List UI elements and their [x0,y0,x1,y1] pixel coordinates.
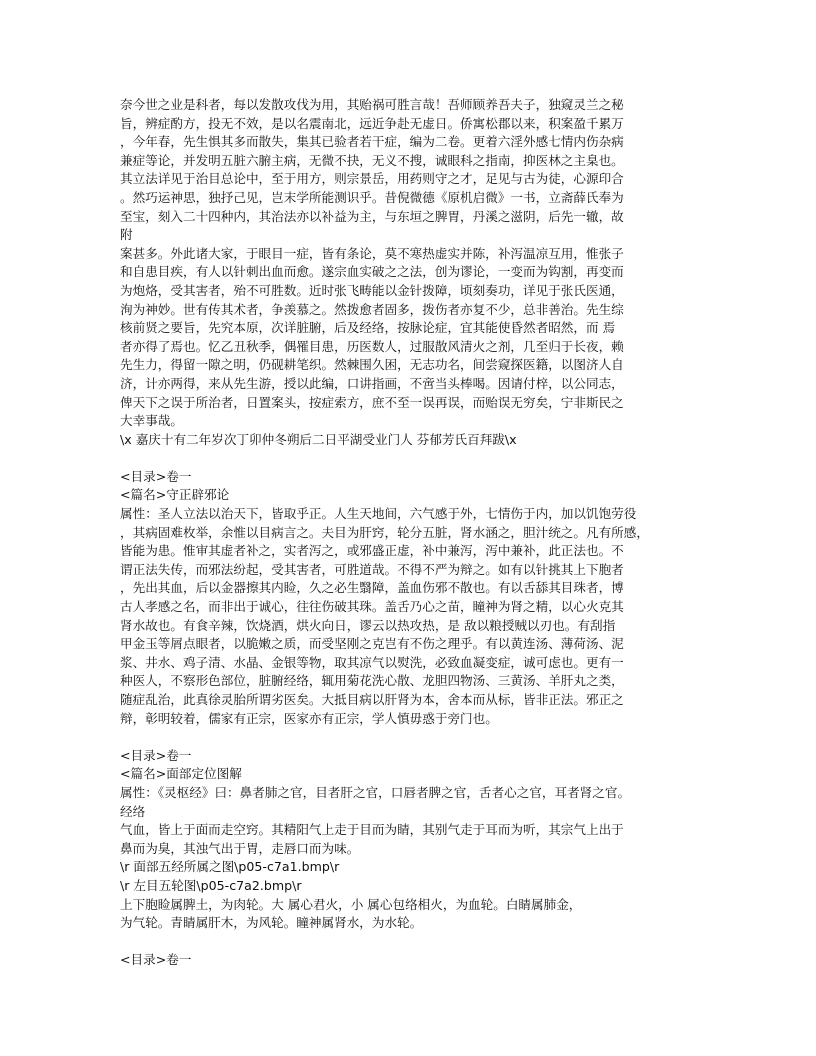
text-line: 种医人，不察形色部位，脏腑经络，辄用菊花洗心散、龙胆四物汤、三黄汤、羊肝丸之类， [120,673,624,689]
blank-line [120,933,696,952]
text-line: 古人孝感之名，而非出于诚心，往往伤破其珠。盖舌乃心之苗，瞳神为肾之精，以心火克其 [120,599,624,615]
blank-line [120,449,696,468]
text-line: 为气轮。青睛属肝木，为风轮。瞳神属肾水，为水轮。 [120,915,423,931]
chapter-section-shouzheng [120,449,696,728]
text-line: 洵为神妙。世有传其术者，争羡慕之。然拨愈者固多，拨伤者亦复不少，总非善治。先生综 [120,301,624,317]
text-line: ，今年春，先生惧其多而散失，集其已验者若干症，编为二卷。更着六淫外感七情内伤杂病 [120,134,624,150]
text-line: 济，计亦两得，来从先生游，授以此编，口讲指画，不啻当头棒喝。因请付梓，以公同志， [120,375,624,391]
text-line: 附 [120,227,133,243]
text-line: 案甚多。外此诸大家，于眼目一症，皆有条论，莫不寒热虚实并陈，补泻温凉互用，惟张子 [120,245,624,261]
blank-line [120,728,696,747]
text-line: <目录>卷一 [120,468,192,484]
text-line: \r 左目五轮图\p05-c7a2.bmp\r [120,877,302,893]
text-line: 旨，辨症酌方，投无不效，是以名震南北，远近争赴无虚日。侨寓松郡以来，积案盈千累万 [120,115,624,131]
text-line: 谓正法失传，而邪法纷起，受其害者，可胜道哉。不得不严为辩之。如有以针挑其上下胞者 [120,561,624,577]
text-line: 肾水故也。有食辛辣，饮烧酒，烘火向日，谬云以热攻热，是 敌以粮授贼以刃也。有刮指 [120,617,616,633]
text-line: 属性：《灵枢经》曰：鼻者肺之官，目者肝之官，口唇者脾之官，舌者心之官，耳者肾之官。 [120,784,631,800]
text-line: 甲金玉等屑点眼者，以脆嫩之质，而受坚刚之克岂有不伤之理乎。有以黄连汤、薄荷汤、泥 [120,636,624,652]
text-line: 皆能为患。惟审其虚者补之，实者泻之，或邪盛正虚，补中兼泻，泻中兼补，此正法也。不 [120,543,624,559]
text-line: 奈今世之业是科者，每以发散攻伐为用，其贻祸可胜言哉！吾师顾养吾夫子，独窥灵兰之秘 [120,97,624,112]
text-line: 鼻而为臭，其浊气出于胃，走唇口而为味。 [120,840,360,856]
text-line: <篇名>守正辟邪论 [120,487,230,503]
text-line: 至宝，刻入二十四种内，其治法亦以补益为主，与东垣之脾胃，丹溪之滋阴，后先一辙，故 [120,208,624,224]
document-page [120,96,696,970]
text-line: ，其病固难枚举，余惟以目病言之。夫目为肝窍，轮分五脏，肾水涵之，胆汁统之。凡有所感， [120,524,649,540]
text-line: \x 嘉庆十有二年岁次丁卯仲冬朔后二日平湖受业门人 芬郁芳氏百拜跋\x [120,431,517,447]
text-line: 随症乱治，此真徐灵胎所谓劣医矣。大抵目病以肝肾为本，舍本而从标，皆非正法。邪正之 [120,692,624,707]
text-line: 先生力，得留一隙之明，仍砚耕笔织。然棘围久困，无志功名，间尝窥探医籍，以图济人自 [120,357,624,373]
text-line: 浆、井水、鸡子清、水晶、金银等物，取其凉气以熨洗，必致血凝变症，诚可虑也。更有一 [120,654,624,670]
text-line: 经络 [120,803,146,819]
text-line: 气血，皆上于面而走空窍。其精阳气上走于目而为睛，其别气走于耳而为听，其宗气上出于 [120,822,624,838]
text-line: 兼症等论，并发明五脏六腑主病，无微不抉，无义不搜，诚眼科之指南，抑医林之主臬也。 [120,152,624,168]
preface-section [120,96,696,449]
text-line: 大幸事哉。 [120,413,183,429]
text-line: 为炮烙，受其害者，殆不可胜数。近时张飞畴能以金针拨障，顷刻奏功，详见于张氏医通， [120,282,624,298]
text-line: ，先出其血，后以金器擦其内睑，久之必生翳障，盖血伤邪不散也。有以舌舔其目珠者，博 [120,580,624,596]
text-line: 俾天下之误于所治者，日置案头，按症索方，庶不至一误再误，而贻误无穷矣，宁非斯民之 [120,394,624,410]
chapter-section-next [120,933,696,970]
text-line: 辩，彰明较着，儒家有正宗，医家亦有正宗，学人慎毋惑于旁门也。 [120,710,498,726]
text-line: <目录>卷一 [120,747,192,763]
text-line: <目录>卷一 [120,952,192,968]
text-line: 其立法详见于治目总论中，至于用方，则宗景岳，用药则守之才，足见与古为徒，心源印合 [120,171,624,187]
text-line: 。然巧运神思，独抒己见，岂末学所能测识乎。昔倪微德《原机启微》一书，立斋薛氏奉为 [120,189,624,205]
chapter-section-mianbu [120,728,696,933]
text-line: 核前贤之要旨，先究本原，次详脏腑，后及经络，按脉论症，宜其能使昏然者昭然，而 焉 [120,320,616,336]
text-line: <篇名>面部定位图解 [120,766,242,782]
text-line: 属性：圣人立法以治天下，皆取乎正。人生天地间，六气感于外，七情伤于内，加以饥饱劳役 [120,506,637,522]
text-line: 上下胞睑属脾土，为肉轮。大 属心君火，小 属心包络相火，为血轮。白睛属肺金， [120,896,582,912]
text-line: \r 面部五经所属之图\p05-c7a1.bmp\r [120,859,340,875]
text-line: 者亦得了焉也。忆乙丑秋季，偶罹目患，历医数人，过服散风清火之剂，几至归于长夜，赖 [120,338,624,354]
text-line: 和自患目疾，有人以针刺出血而愈。遂宗血实破之之法，创为谬论，一变而为钩割，再变而 [120,264,624,280]
